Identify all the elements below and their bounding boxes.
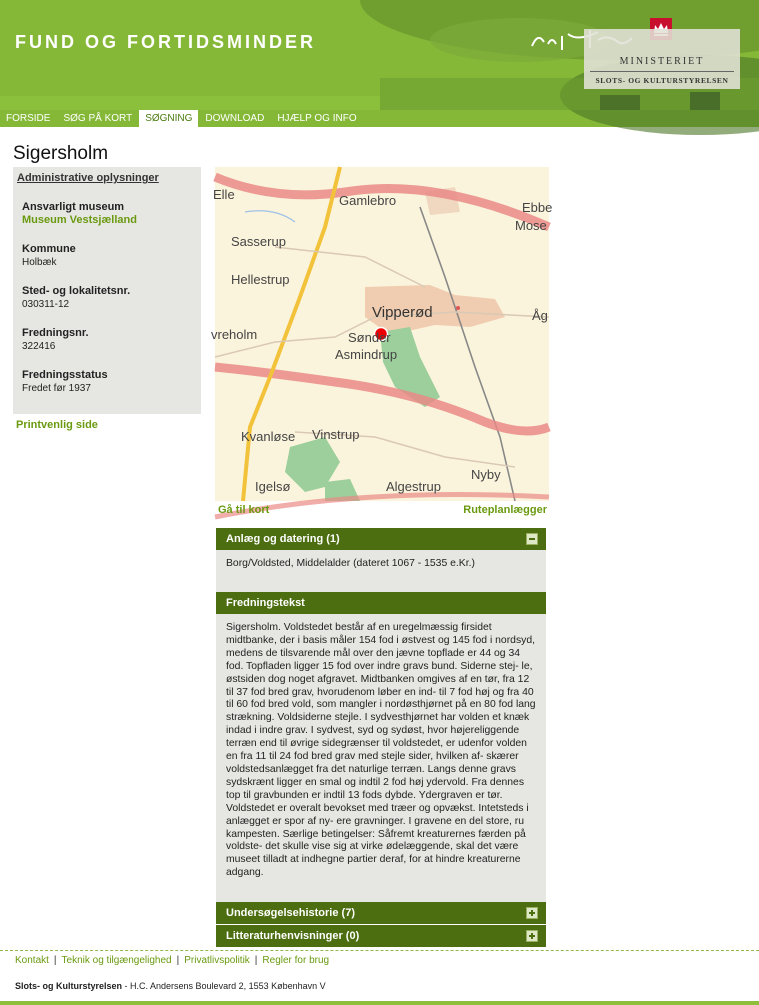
footer-separator: |	[176, 955, 180, 966]
map-label: Vinstrup	[312, 427, 360, 442]
footer-separator: |	[53, 955, 57, 966]
kommune-value: Holbæk	[22, 257, 57, 268]
footer-link-regler[interactable]: Regler for brug	[262, 955, 330, 966]
map-label: Nyby	[471, 467, 501, 482]
map-label: Gamlebro	[339, 193, 397, 208]
fredningsnr-block	[22, 327, 89, 353]
admin-heading[interactable]: Administrative oplysninger	[17, 172, 159, 184]
footer-separator: |	[254, 955, 258, 966]
expand-icon[interactable]	[526, 930, 538, 942]
agency-name: SLOTS- OG KULTURSTYRELSEN	[595, 76, 729, 85]
map-label: Elle	[213, 187, 235, 202]
site-title[interactable]: FUND OG FORTIDSMINDER	[15, 32, 316, 52]
section-title: Undersøgelsehistorie (7)	[226, 907, 355, 919]
section-title: Anlæg og datering (1)	[226, 533, 340, 545]
section-undersog-header[interactable]	[216, 902, 546, 924]
site-header	[0, 0, 759, 127]
main-nav	[0, 110, 364, 127]
nav-hjaelp-og-info[interactable]: HJÆLP OG INFO	[277, 113, 357, 124]
section-title: Litteraturhenvisninger (0)	[226, 930, 360, 942]
ministry-name: MINISTERIET	[619, 56, 705, 67]
footer-link-privatliv[interactable]: Privatlivspolitik	[184, 955, 250, 966]
museum-block	[22, 201, 137, 227]
status-label: Fredningsstatus	[22, 369, 108, 381]
footer-address	[15, 981, 326, 991]
sted-label: Sted- og lokalitetsnr.	[22, 285, 131, 297]
museum-label: Ansvarligt museum	[22, 201, 125, 213]
kommune-label: Kommune	[22, 243, 76, 255]
map-label: vreholm	[211, 327, 258, 342]
map-label: Ebbe	[522, 200, 553, 215]
section-fredning-header[interactable]	[216, 592, 546, 614]
footer-address-text: - H.C. Andersens Boulevard 2, 1553 København V	[122, 981, 326, 991]
map-label: Åg	[532, 308, 548, 323]
map-label: Kvanløse	[241, 429, 296, 444]
location-map[interactable]	[211, 167, 553, 501]
expand-icon[interactable]	[526, 907, 538, 919]
footer-link-kontakt[interactable]: Kontakt	[15, 955, 49, 966]
map-label: Sønder	[348, 330, 391, 345]
map-label: Mose	[515, 218, 547, 233]
collapse-icon[interactable]	[526, 533, 538, 545]
sted-block	[22, 285, 130, 311]
footer-link-teknik[interactable]: Teknik og tilgængelighed	[61, 955, 172, 966]
page-title: Sigersholm	[13, 143, 109, 164]
status-block	[22, 369, 108, 395]
section-litteratur-header[interactable]	[216, 925, 546, 947]
goto-map-link[interactable]: Gå til kort	[218, 504, 270, 516]
map-label: Hellestrup	[231, 272, 290, 287]
anlaeg-text: Borg/Voldsted, Middelalder (dateret 1067 - 1535 e.Kr.)	[226, 558, 475, 569]
map-label: Vipperød	[372, 304, 433, 321]
ministry-logo[interactable]	[584, 29, 740, 89]
footer-divider	[0, 950, 759, 951]
nav-sog-pa-kort[interactable]: SØG PÅ KORT	[63, 113, 133, 124]
status-value: Fredet før 1937	[22, 383, 91, 394]
map-links	[215, 504, 549, 518]
map-label: Igelsø	[255, 479, 291, 494]
kommune-block	[22, 243, 76, 269]
sted-value: 030311-12	[22, 299, 70, 310]
section-title: Fredningstekst	[226, 597, 305, 609]
fredningsnr-label: Fredningsnr.	[22, 327, 89, 339]
footer-org: Slots- og Kulturstyrelsen	[15, 981, 123, 991]
nav-sogning[interactable]: SØGNING	[139, 110, 198, 127]
section-anlaeg-header[interactable]	[216, 528, 546, 550]
route-planner-link[interactable]: Ruteplanlægger	[463, 504, 547, 516]
footer-bar	[0, 1001, 759, 1005]
ministry-divider	[590, 71, 734, 72]
footer-links	[15, 955, 329, 966]
map-label: Algestrup	[386, 479, 441, 494]
print-link[interactable]: Printvenlig side	[16, 419, 98, 431]
museum-link[interactable]: Museum Vestsjælland	[22, 214, 137, 226]
section-fredning-body	[216, 614, 546, 902]
fredningsnr-value: 322416	[22, 341, 56, 352]
map-label: Sasserup	[231, 234, 286, 249]
nav-download[interactable]: DOWNLOAD	[205, 113, 265, 124]
map-label: Asmindrup	[335, 347, 398, 362]
fredning-text: Sigersholm. Voldstedet består af en uregelmæssig firsidet midtbanke, der i basis måler 154 fod i østvest og 145 fod i nordsyd, medens de tilsvarende mål over den jævne topflade er 44 og 34 fod. Topfladen ligger 15 fod over indre gravs bund. Siderne stej- le, østsiden dog noget afgravet. Midtbanken omgives af en tør, fra 12 til 37 fod bred grav, hvorudenom løber en ind- til 7 fod høj og fra 40 til 60 fod bred vold, som mangler i nordøsthjørnet på en 80 fod lang strækning. Voldsiderne stejle. I sydvesthjørnet har volden et knæk indad i indre grav. I sydvest, syd og sydøst, hvor højereliggende terræn end til øvrige sidegrænser til voldstedet, er udenfor volden en fra 11 til 24 fod bred grav med stejle sider, hvilken af- skærer voldstedsanlægget fra det naturlige terræn. Langs denne gravs sydskrænt ligger en smal og indtil 2 fod høj ydervold. Fra dennes top til gravbunden er indtil 13 fods dybde. Ydergraven er tør. Voldstedet er overalt bevokset med træer og opvækst. Intetsteds i anlægget er spor af ny- ere gravninger. I gravene en del store, ru kampesten. Særlige betingelser: Såfremt kreaturernes færden på voldste- det skulle vise sig at virke ødelæggende, skal det være museet tilladt at indhegne partier deraf, for at hindre kreaturerne adgang.	[226, 622, 536, 879]
admin-info-panel	[13, 167, 201, 414]
section-anlaeg-body	[216, 550, 546, 592]
nav-forside[interactable]: FORSIDE	[6, 113, 51, 124]
